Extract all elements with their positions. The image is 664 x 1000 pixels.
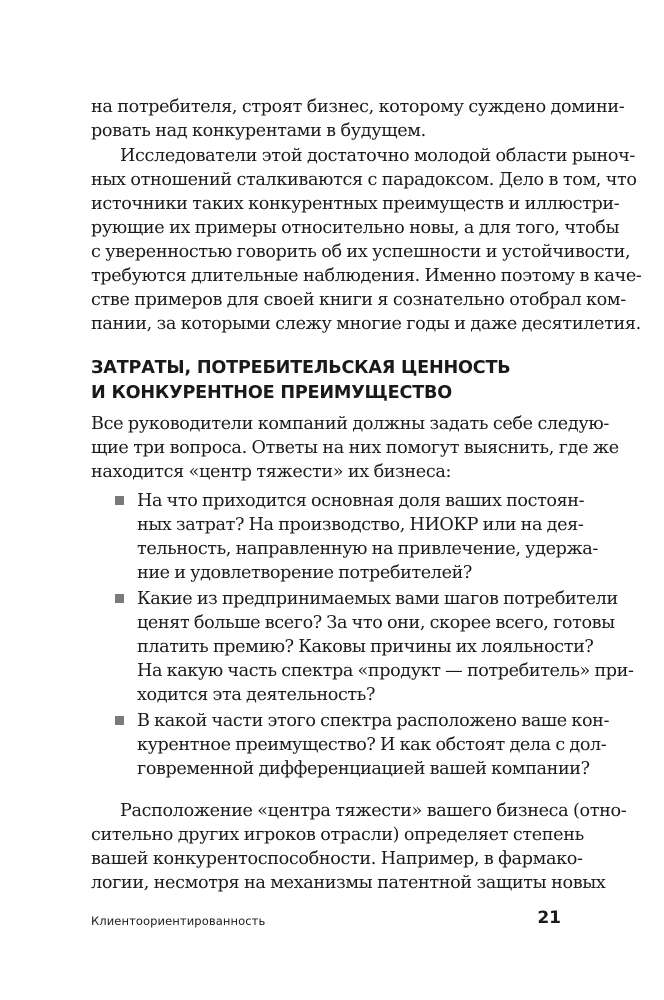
paragraph-2-line: ных отношений сталкиваются с парадоксом. Дело в том, что bbox=[91, 170, 637, 190]
bullet-1-line: тельность, направленную на привлечение, удержа- bbox=[137, 539, 598, 559]
bullet-marker-icon bbox=[115, 594, 124, 603]
bullet-2-line: платить премию? Каковы причины их лояльности? bbox=[137, 637, 594, 657]
bullet-1-line: На что приходится основная доля ваших постоян- bbox=[137, 491, 585, 511]
paragraph-3-line: щие три вопроса. Ответы на них помогут выяснить, где же bbox=[91, 438, 619, 458]
bullet-2-line: ходится эта деятельность? bbox=[137, 685, 375, 705]
paragraph-1-line: ровать над конкурентами в будущем. bbox=[91, 121, 426, 141]
bullet-marker-icon bbox=[115, 716, 124, 725]
paragraph-3-line: находится «центр тяжести» их бизнеса: bbox=[91, 462, 452, 482]
bullet-3-line: курентное преимущество? И как обстоят дела с дол- bbox=[137, 735, 607, 755]
bullet-1-line: ние и удовлетворение потребителей? bbox=[137, 563, 472, 583]
bullet-3-line: говременной дифференциацией вашей компании? bbox=[137, 759, 590, 779]
paragraph-2-line: с уверенностью говорить об их успешности и устойчивости, bbox=[91, 242, 631, 262]
bullet-marker-icon bbox=[115, 496, 124, 505]
paragraph-1-line: на потребителя, строят бизнес, которому суждено домини- bbox=[91, 97, 625, 117]
paragraph-3-line: Все руководители компаний должны задать себе следую- bbox=[91, 414, 609, 434]
paragraph-2-line: стве примеров для своей книги я сознательно отобрал ком- bbox=[91, 290, 626, 310]
bullet-3-line: В какой части этого спектра расположено ваше кон- bbox=[137, 711, 610, 731]
paragraph-2-line: рующие их примеры относительно новы, а для того, чтобы bbox=[91, 218, 620, 238]
bullet-1-line: ных затрат? На производство, НИОКР или на дея- bbox=[137, 515, 584, 535]
paragraph-4-line: логии, несмотря на механизмы патентной защиты новых bbox=[91, 873, 606, 893]
page-number: 21 bbox=[537, 908, 561, 928]
section-heading-line: И КОНКУРЕНТНОЕ ПРЕИМУЩЕСТВО bbox=[91, 383, 452, 403]
paragraph-2-line: пании, за которыми слежу многие годы и даже десятилетия. bbox=[91, 314, 641, 334]
bullet-2-line: На какую часть спектра «продукт — потребитель» при- bbox=[137, 661, 634, 681]
running-title: Клиентоориентированность bbox=[91, 914, 266, 928]
bullet-2-line: ценят больше всего? За что они, скорее всего, готовы bbox=[137, 613, 615, 633]
book-page bbox=[91, 0, 642, 1000]
paragraph-2-line: источники таких конкурентных преимуществ и иллюстри- bbox=[91, 194, 620, 214]
paragraph-4-line: Расположение «центра тяжести» вашего бизнеса (отно- bbox=[120, 801, 627, 821]
paragraph-4-line: сительно других игроков отрасли) определяет степень bbox=[91, 825, 584, 845]
section-heading-line: ЗАТРАТЫ, ПОТРЕБИТЕЛЬСКАЯ ЦЕННОСТЬ bbox=[91, 358, 511, 378]
paragraph-2-line: Исследователи этой достаточно молодой области рыноч- bbox=[120, 146, 635, 166]
bullet-2-line: Какие из предпринимаемых вами шагов потребители bbox=[137, 589, 618, 609]
paragraph-2-line: требуются длительные наблюдения. Именно поэтому в каче- bbox=[91, 266, 642, 286]
paragraph-4-line: вашей конкурентоспособности. Например, в фармако- bbox=[91, 849, 583, 869]
